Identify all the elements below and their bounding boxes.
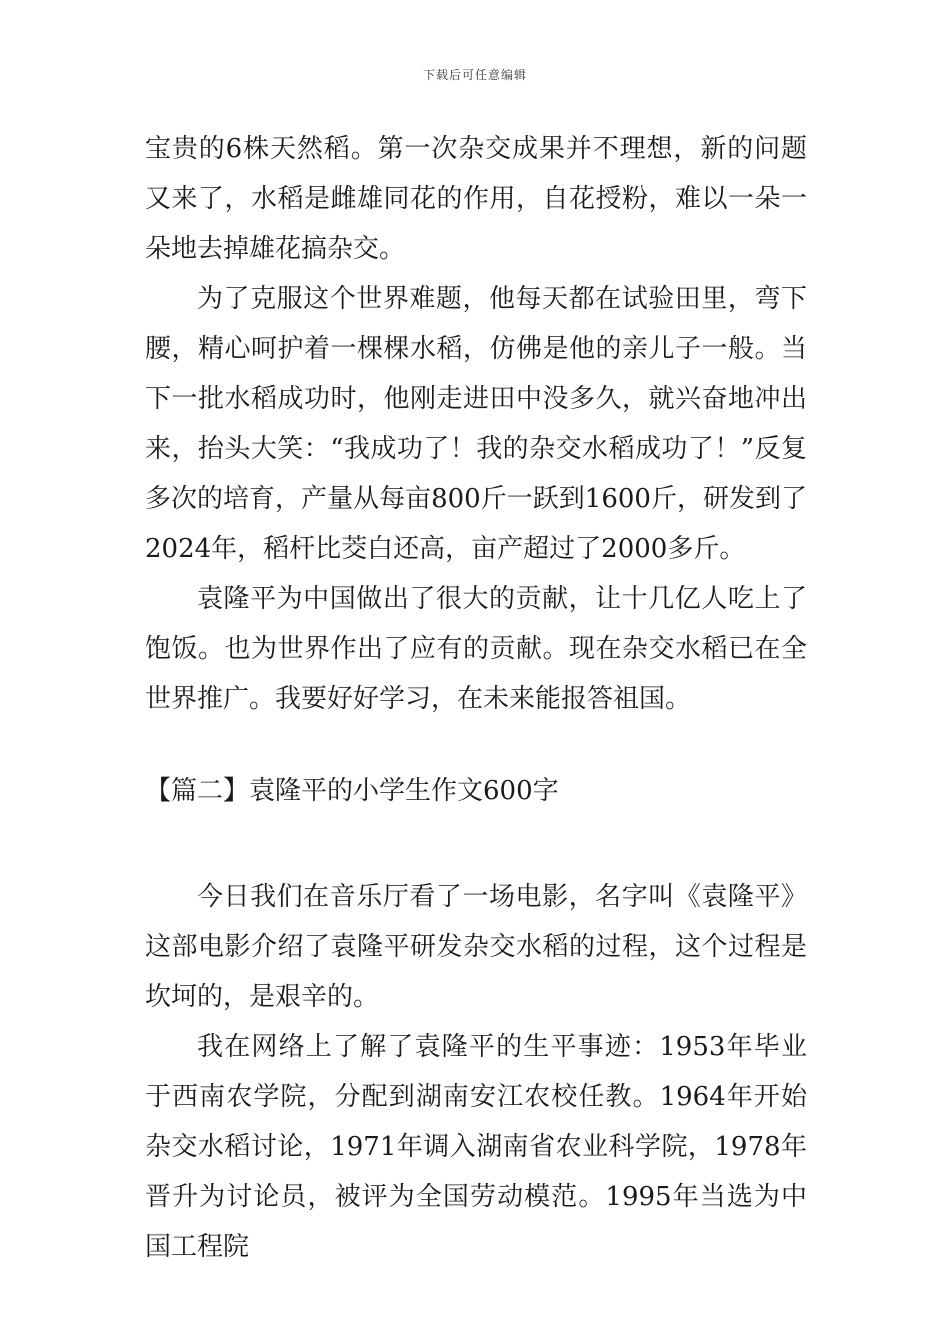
document-body <box>145 124 807 1272</box>
page-header: 下载后可任意编辑 <box>422 68 527 82</box>
paragraph-continued: 宝贵的6株天然稻。第一次杂交成果并不理想，新的问题又来了，水稻是雌雄同花的作用，自花授粉，难以一朵一朵地去掉雄花搞杂交。 <box>145 134 807 264</box>
paragraph-experiment: 为了克服这个世界难题，他每天都在试验田里，弯下腰，精心呵护着一棵棵水稻，仿佛是他的亲儿子一般。当下一批水稻成功时，他刚走进田中没多久，就兴奋地冲出来，抬头大笑：“我成功了！我的杂交水稻成功了！”反复多次的培育，产量从每亩800斤一跃到1600斤，研发到了2024年，稻杆比茭白还高，亩产超过了2000多斤。 <box>145 284 807 564</box>
paragraph-biography: 我在网络上了解了袁隆平的生平事迹：1953年毕业于西南农学院，分配到湖南安江农校任教。1964年开始杂交水稻讨论，1971年调入湖南省农业科学院，1978年晋升为讨论员，被评为全国劳动模范。1995年当选为中国工程院 <box>145 1032 807 1262</box>
paragraph-movie: 今日我们在音乐厅看了一场电影，名字叫《袁隆平》这部电影介绍了袁隆平研发杂交水稻的过程，这个过程是坎坷的，是艰辛的。 <box>145 882 807 1012</box>
spacer <box>145 724 807 766</box>
spacer <box>145 816 807 872</box>
paragraph-contribution: 袁隆平为中国做出了很大的贡献，让十几亿人吃上了饱饭。也为世界作出了应有的贡献。现在杂交水稻已在全世界推广。我要好好学习，在未来能报答祖国。 <box>145 584 807 714</box>
section-heading: 【篇二】袁隆平的小学生作文600字 <box>145 776 559 806</box>
